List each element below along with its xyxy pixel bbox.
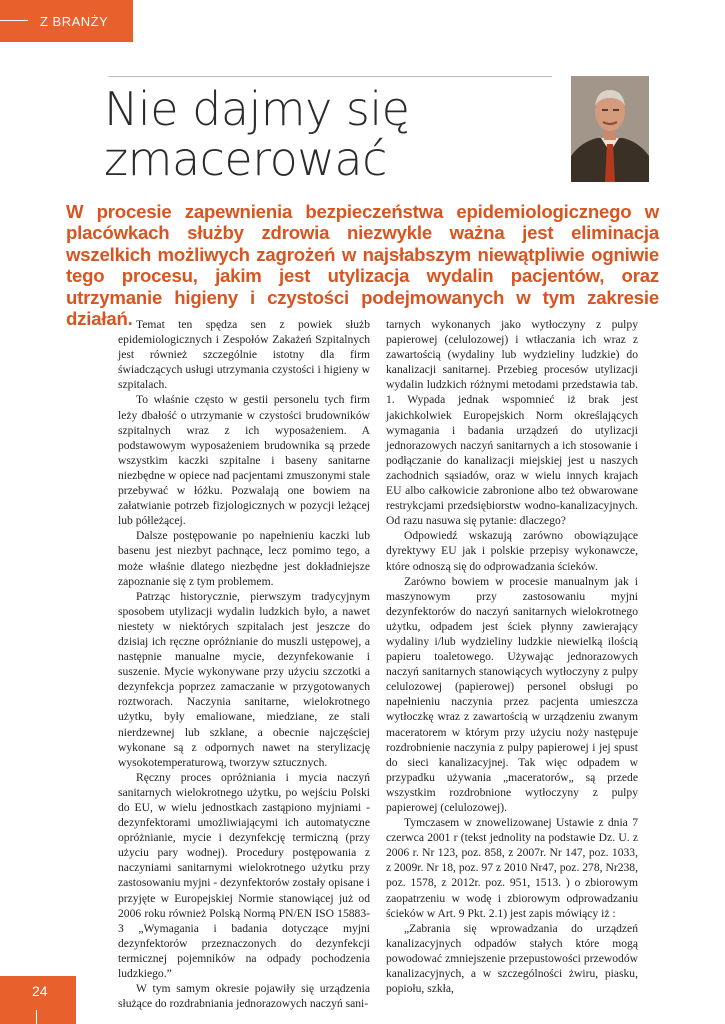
- paragraph: Patrząc historycznie, pierwszym tradycyjnym sposobem utylizacji wydalin ludzkich było, a nawet niestety w niektórych szpitalach jest jeszcze do dzisiaj ich ręczne opróżnianie do muszli ustępowej, a następnie manualne mycie, dezynfekowanie i suszenie. Mycie wykonywane przy użyciu szczotki a dezynfekcja poprzez zamaczanie w przygotowanych roztworach. Naczynia sanitarne, wielokrotnego użytku, były emaliowane, miedziane, ze stali nierdzewnej lub szklane, a obecnie najczęściej wykonane są z odpornych nawet na sterylizację wysokotemperaturową, tworzyw sztucznych.: [118, 589, 370, 769]
- page-number: 24: [32, 983, 48, 999]
- paragraph: Odpowiedź wskazują zarówno obowiązujące dyrektywy EU jak i polskie przepisy wykonawcze, które odnoszą się do odprowadzania ścieków.: [386, 529, 638, 573]
- paragraph-continued: tarnych wykonanych jako wytłoczyny z pulpy papierowej (celulozowej) i wtłaczania ich wraz z zawartością (wydaliny lub wydzieliny ludzkie) do kanalizacji sanitarnej. Przebieg procesów utylizacji wydalin ludzkich różnymi metodami przedstawia tab. 1. Wypada jednak wspomnieć iż brak jest jakichkolwiek Europejskich Norm określających wymagania i badania urządzeń do utylizacji jednorazowych naczyń sanitarnych a ich stosowanie i podłączanie do kanalizacji miejskiej jest u naszych zachodnich sąsiadów, oraz w wielu innych krajach EU albo całkowicie zabronione albo też obwarowane restrykcjami przedsiębiorstw wodno-kanalizacyjnych. Od razu nasuwa się pytanie: dlaczego?: [386, 318, 638, 528]
- paragraph: Temat ten spędza sen z powiek służb epidemiologicznych i Zespołów Zakażeń Szpitalnych jest również szczególnie istotny dla firm świadczących usługi utrzymania czystości i higieny w szpitalach.: [118, 318, 370, 392]
- article-title: [104, 84, 554, 184]
- paragraph: Ręczny proces opróżniania i mycia naczyń sanitarnych wielokrotnego użytku, po wejściu Polski do EU, w wielu jednostkach zastąpiono myjniami - dezynfektorami umożliwiającymi ich automatyczne opróżnianie, mycie i dezynfekcję termiczną (przy użyciu pary wodnej). Procedury postępowania z naczyniami sanitarnymi wielokrotnego użytku przy zastosowaniu myjni - dezynfektorów zostały opisane i przyjęte w Europejskiej Normie stanowiącej już od 2006 roku również Polską Normą PN/EN ISO 15883-3 „Wymagania i badania dotyczące myjni dezynfektorów przeznaczonych do dezynfekcji termicznej pojemników na odpady pochodzenia ludzkiego.”: [118, 770, 370, 981]
- paragraph: To właśnie często w gestii personelu tych firm leży dbałość o utrzymanie w czystości brudowników szpitalnych wraz z ich wyposażeniem. A podstawowym wyposażeniem brudownika są przede wszystkim kaczki szpitalne i baseny sanitarne niezbędne w opiece nad pacjentami zmuszonymi stale przebywać w łóżku. Pozwalają one bowiem na załatwianie potrzeb fizjologicznych w pozycji leżącej lub półleżącej.: [118, 393, 370, 528]
- section-tab-rule: [0, 20, 28, 21]
- page-tab: [0, 976, 76, 1024]
- title-rule: [108, 76, 552, 77]
- text-column-right: [386, 317, 638, 996]
- page-tab-rule: [36, 1010, 37, 1024]
- section-tab: [0, 0, 133, 42]
- title-line-2: zmacerować: [104, 132, 387, 186]
- paragraph: Dalsze postępowanie po napełnieniu kaczki lub basenu jest niezbyt pachnące, lecz pomimo tego, a może właśnie dlatego niezbędne jest dokładniejsze zapoznanie się z tym problemem.: [118, 529, 370, 588]
- section-label: Z BRANŻY: [40, 13, 109, 29]
- article-lead: W procesie zapewnienia bezpieczeństwa epidemiologicznego w placówkach służby zdrowia niezwykle ważna jest eliminacja wszelkich możliwych zagrożeń w najsłabszym niewątpliwie ogniwie tego procesu, jakim jest utylizacja wydalin pacjentów, oraz utrzymanie higieny i czystości podejmowanych w tym zakresie działań.: [66, 201, 659, 330]
- paragraph: W tym samym okresie pojawiły się urządzenia służące do rozdrabniania jednorazowych naczyń sani-: [118, 982, 370, 1011]
- title-line-1: Nie dajmy się: [104, 82, 410, 136]
- author-portrait: [571, 76, 649, 182]
- paragraph: Tymczasem w znowelizowanej Ustawie z dnia 7 czerwca 2001 r (tekst jednolity na podstawie Dz. U. z 2006 r. Nr 123, poz. 858, z 2007r. Nr 147, poz. 1033, z 2009r. Nr 18, poz. 97 z 2010 Nr47, poz. 278, Nr238, poz. 1578, z 2012r. poz. 951, 1513. ) o zbiorowym zaopatrzeniu w wodę i zbiorowym odprowadzaniu ścieków w Art. 9 Pkt. 2.1) jest zapis mówiący iż :: [386, 816, 638, 920]
- author-portrait-illustration: [571, 76, 649, 182]
- text-column-left: [118, 317, 370, 1011]
- paragraph: „Zabrania się wprowadzania do urządzeń kanalizacyjnych odpadów stałych które mogą powodować zmniejszenie przepustowości przewodów kanalizacyjnych, a w szczególności żwiru, piasku, popiołu, szkła,: [386, 921, 638, 996]
- paragraph: Zarówno bowiem w procesie manualnym jak i maszynowym przy zastosowaniu myjni dezynfektorów do naczyń sanitarnych wielokrotnego użytku, odpadem jest ściek płynny zawierający wydaliny i/lub wydzieliny ludzkie niewielką ilością papieru toaletowego. Używając jednorazowych naczyń sanitarnych stanowiących wytłoczyny z pulpy celulozowej (papierowej) personel obsługi po napełnieniu naczynia przez pacjenta umieszcza wytłoczkę wraz z zawartością w urządzeniu zwanym maceratorem w którym przy użyciu noży następuje rozdrobnienie naczynia z pulpy papierowej i jej spust do sieci kanalizacyjnej. Tak więc odpadem w przypadku używania „maceratorów„ są przede wszystkim rozdrobnione wytłoczyny z pulpy papierowej (celulozowej).: [386, 574, 638, 814]
